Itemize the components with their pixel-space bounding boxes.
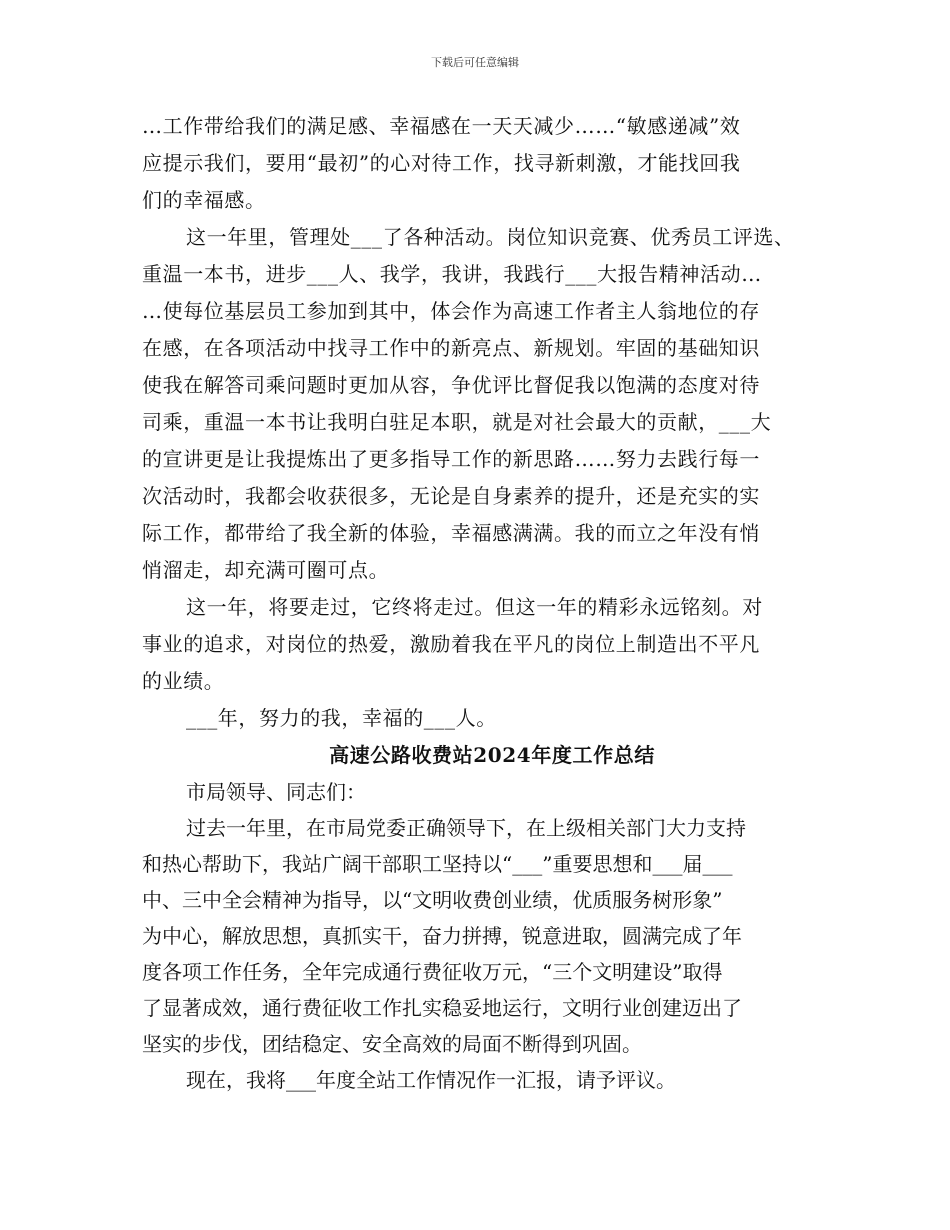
paragraph-line: 的宣讲更是让我提炼出了更多指导工作的新思路……努力去践行每一 — [142, 447, 760, 471]
paragraph-line: 际工作，都带给了我全新的体验，幸福感满满。我的而立之年没有悄 — [142, 521, 760, 545]
salutation: 市局领导、同志们： — [186, 780, 366, 804]
paragraph-line: …工作带给我们的满足感、幸福感在一天天减少……“敏感递减”效 — [142, 114, 741, 138]
paragraph-line: 在感，在各项活动中找寻工作中的新亮点、新规划。牢固的基础知识 — [142, 336, 760, 360]
paragraph-line: 悄溜走，却充满可圈可点。 — [142, 558, 390, 582]
paragraph-line: 中、三中全会精神为指导，以“文明收费创业绩，优质服务树形象” — [142, 888, 723, 912]
paragraph-line: 这一年里，管理处___了各种活动。岗位知识竞赛、优秀员工评选、 — [186, 225, 795, 249]
paragraph-line: 重温一本书，进步___人、我学，我讲，我践行___大报告精神活动… — [142, 262, 762, 286]
document-body — [142, 108, 822, 1098]
paragraph-line: 们的幸福感。 — [142, 188, 266, 212]
paragraph-line: ___年，努力的我，幸福的___人。 — [186, 706, 497, 730]
document-title: 高速公路收费站2024年度工作总结 — [329, 743, 655, 767]
paragraph-line: 坚实的步伐，团结稳定、安全高效的局面不断得到巩固。 — [142, 1032, 642, 1056]
paragraph-line: 度各项工作任务，全年完成通行费征收万元，“三个文明建设”取得 — [142, 960, 723, 984]
report-section — [142, 774, 822, 1098]
paragraph-line: 应提示我们，要用“最初”的心对待工作，找寻新刺激，才能找回我 — [142, 151, 741, 175]
paragraph-line: 了显著成效，通行费征收工作扎实稳妥地运行，文明行业创建迈出了 — [142, 996, 742, 1020]
header-note: 下载后可任意编辑 — [431, 56, 519, 69]
paragraph-line: 现在，我将___年度全站工作情况作一汇报，请予评议。 — [186, 1068, 676, 1092]
paragraph-line: 和热心帮助下，我站广阔干部职工坚持以“___”重要思想和___届___ — [142, 852, 733, 876]
paragraph-line: 次活动时，我都会收获很多，无论是自身素养的提升，还是充实的实 — [142, 484, 760, 508]
paragraph-line: 使我在解答司乘问题时更加从容，争优评比督促我以饱满的态度对待 — [142, 373, 760, 397]
paragraph-line: 的业绩。 — [142, 669, 225, 693]
paragraph-line: 事业的追求，对岗位的热爱，激励着我在平凡的岗位上制造出不平凡 — [142, 632, 760, 656]
paragraph-line: 过去一年里，在市局党委正确领导下，在上级相关部门大力支持 — [186, 816, 746, 840]
paragraph-line: 这一年，将要走过，它终将走过。但这一年的精彩永远铭刻。对 — [186, 595, 763, 619]
paragraph-line: 司乘，重温一本书让我明白驻足本职，就是对社会最大的贡献，___大 — [142, 410, 772, 434]
paragraph-line: …使每位基层员工参加到其中，体会作为高速工作者主人翁地位的存 — [142, 299, 760, 323]
paragraph-line: 为中心，解放思想，真抓实干，奋力拼搏，锐意进取，圆满完成了年 — [142, 924, 742, 948]
